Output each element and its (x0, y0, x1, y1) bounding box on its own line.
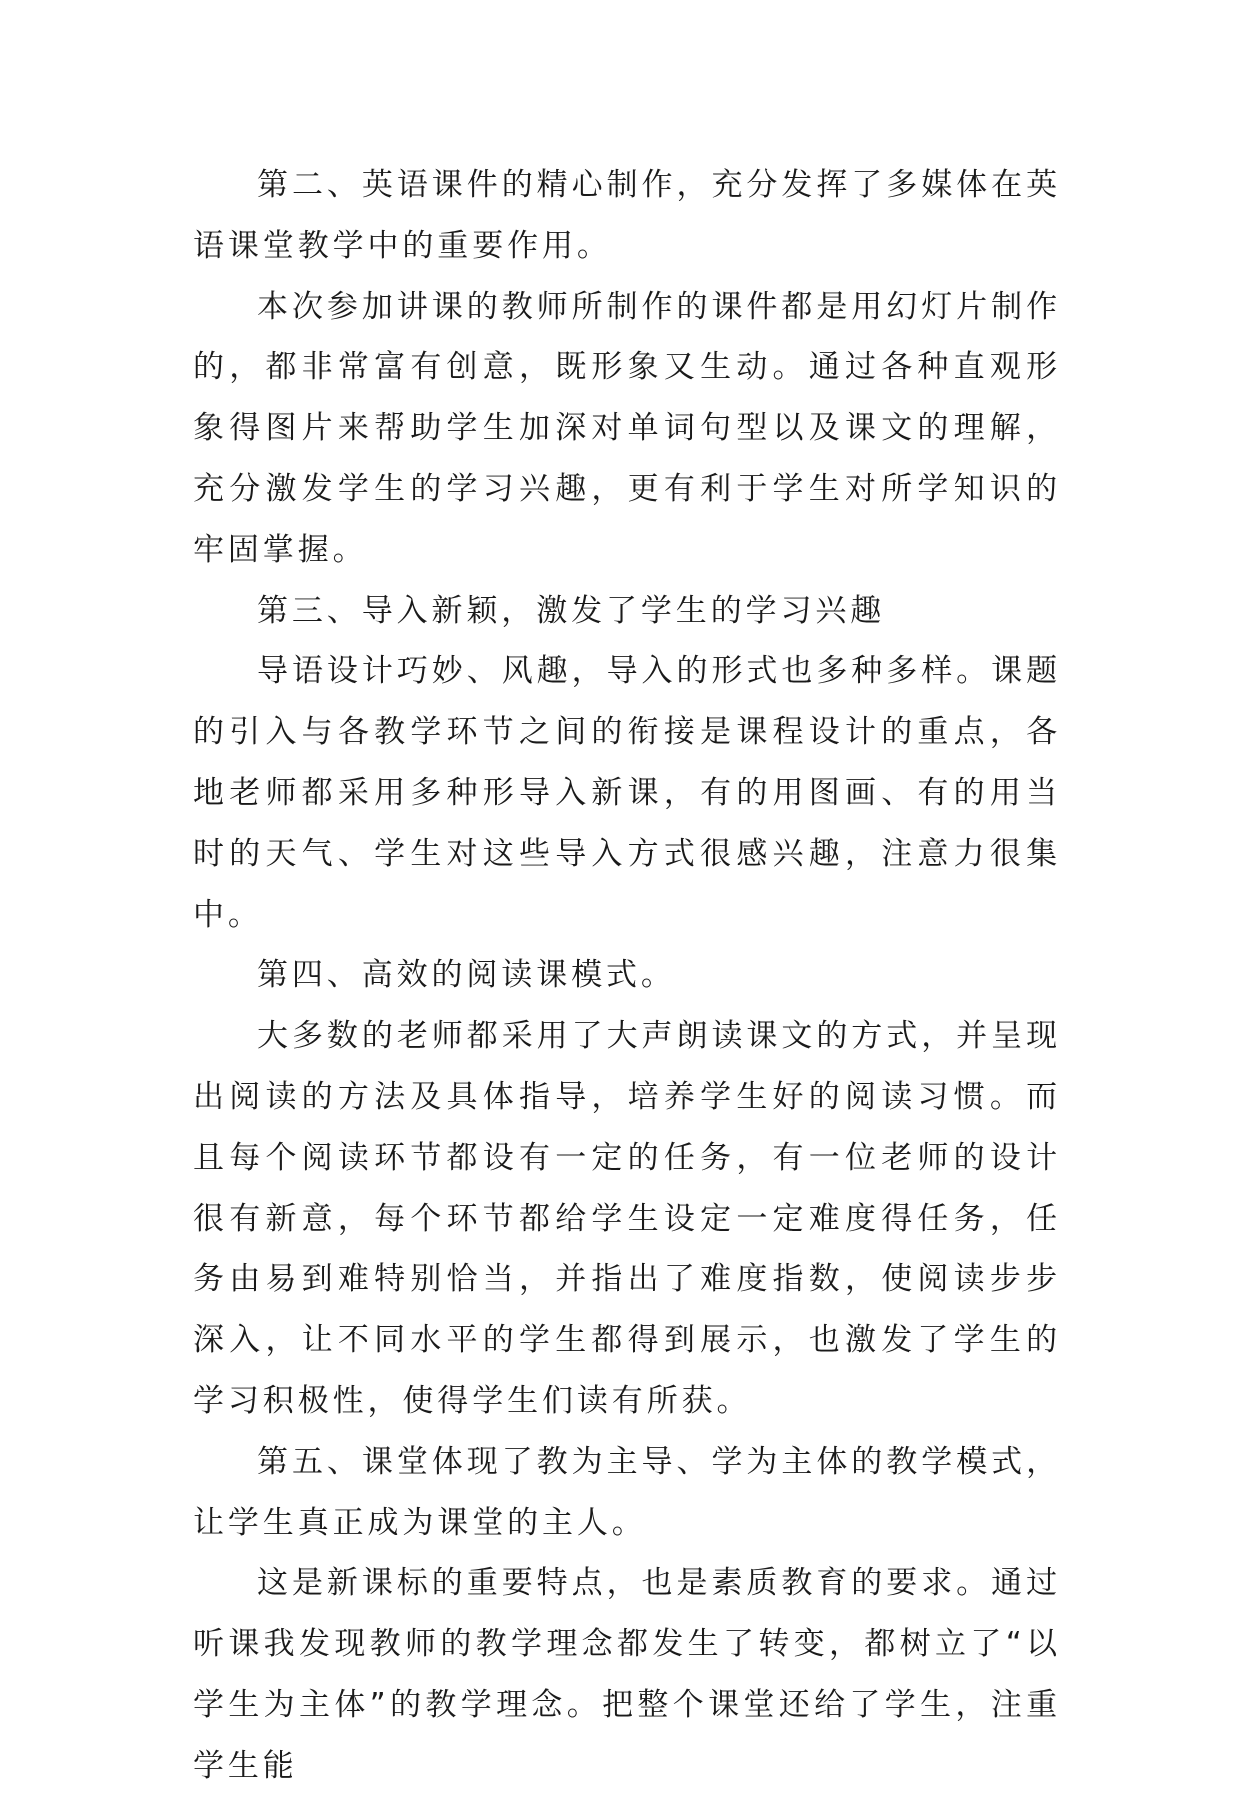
paragraph-section-4-heading: 第四、高效的阅读课模式。 (257, 957, 676, 994)
paragraph-section-5-heading: 第五、课堂体现了教为主导、学为主体的教学模式，让学生真正成为课堂的主人。 (193, 1443, 1061, 1541)
paragraph-section-2-heading: 第二、英语课件的精心制作，充分发挥了多媒体在英语课堂教学中的重要作用。 (193, 167, 1061, 264)
paragraph-lead-in: 导语设计巧妙、风趣，导入的形式也多种多样。课题的引入与各教学环节之间的衔接是课程设计的重点，各地老师都采用多种形导入新课，有的用图画、有的用当时的天气、学生对这些导入方式很感兴趣，注意力很集中。 (193, 653, 1061, 933)
paragraph-student-centered: 这是新课标的重要特点，也是素质教育的要求。通过听课我发现教师的教学理念都发生了转变，都树立了“以学生为主体”的教学理念。把整个课堂还给了学生，注重学生能 (193, 1565, 1061, 1784)
paragraph-reading: 大多数的老师都采用了大声朗读课文的方式，并呈现出阅读的方法及具体指导，培养学生好的阅读习惯。而且每个阅读环节都设有一定的任务，有一位老师的设计很有新意，每个环节都给学生设定一定难度得任务，任务由易到难特别恰当，并指出了难度指数，使阅读步步深入，让不同水平的学生都得到展示，也激发了学生的学习积极性，使得学生们读有所获。 (193, 1018, 1061, 1419)
paragraph-courseware: 本次参加讲课的教师所制作的课件都是用幻灯片制作的，都非常富有创意，既形象又生动。通过各种直观形象得图片来帮助学生加深对单词句型以及课文的理解，充分激发学生的学习兴趣，更有利于学生对所学知识的牢固掌握。 (193, 288, 1061, 568)
paragraph-section-3-heading: 第三、导入新颖，激发了学生的学习兴趣 (257, 592, 886, 629)
document-body (193, 155, 1061, 1797)
